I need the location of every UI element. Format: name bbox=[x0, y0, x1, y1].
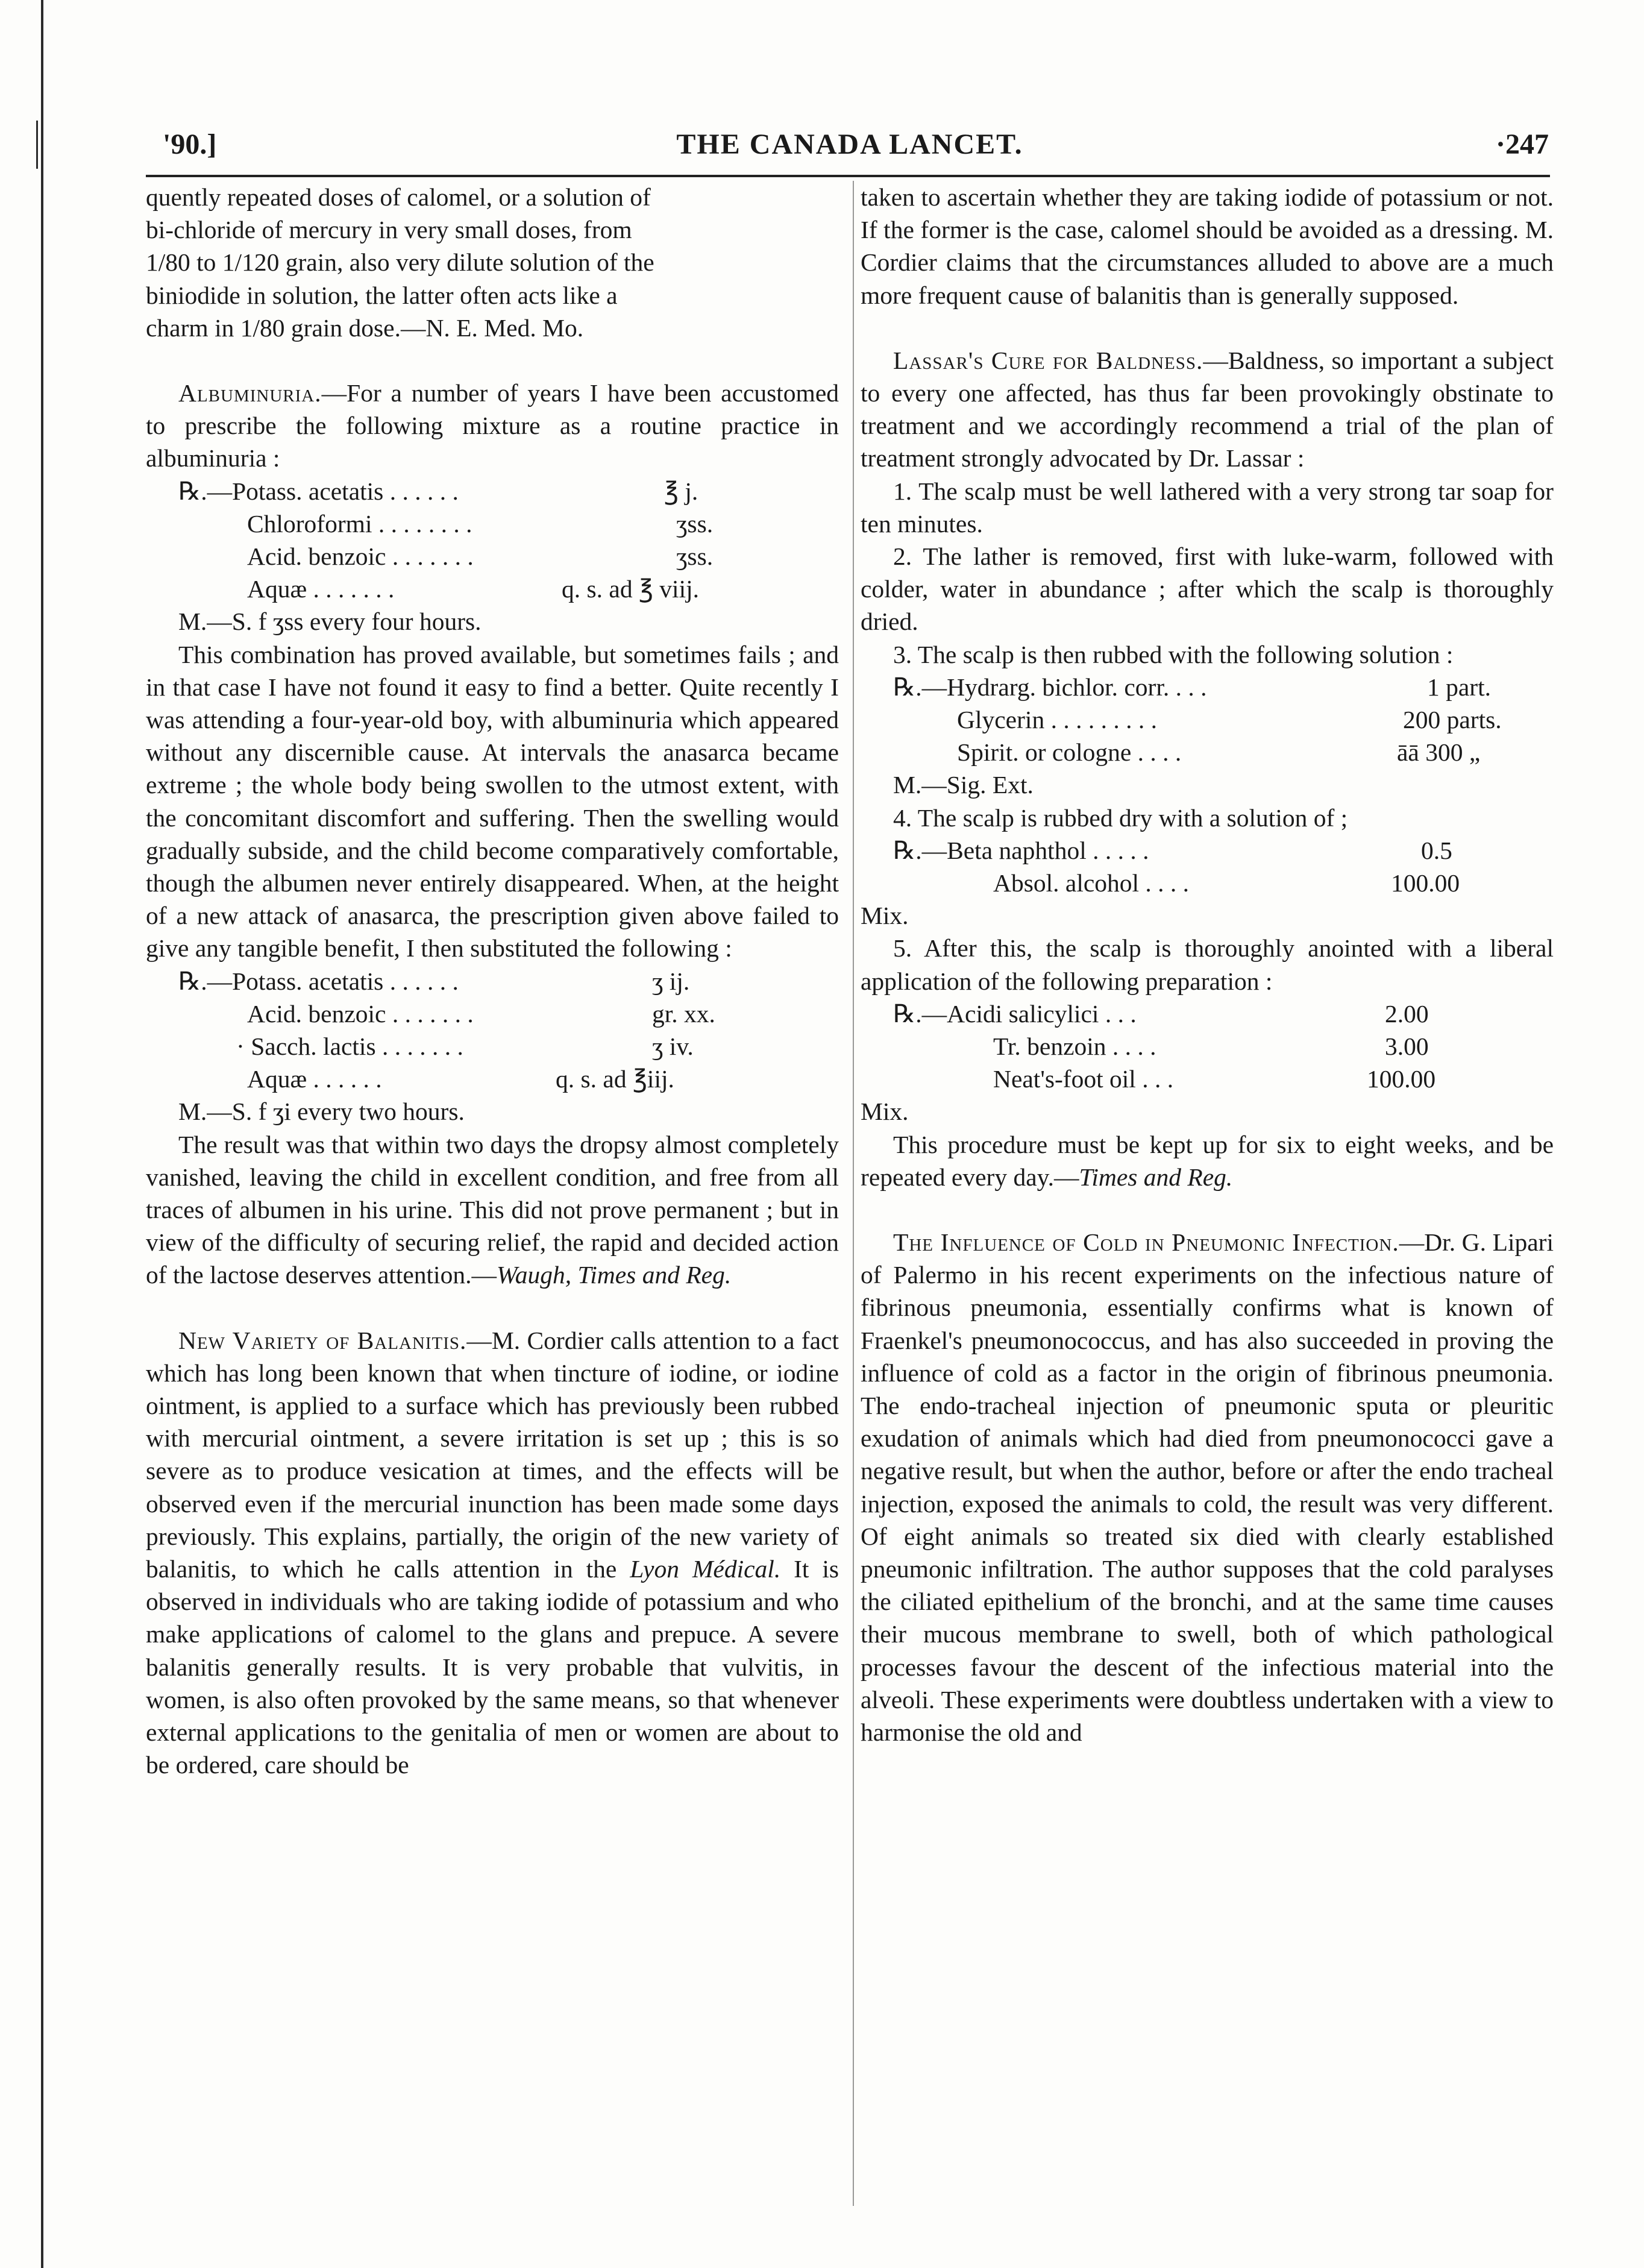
page-binding-edge bbox=[41, 0, 43, 2268]
intro-line: quently repeated doses of calomel, or a solution of bbox=[146, 183, 651, 211]
prescription-line: Spirit. or cologne . . . . āā 300 „ bbox=[957, 738, 1481, 767]
binding-mark bbox=[36, 121, 38, 169]
prescription-line: Aquæ . . . . . . . q. s. ad ℥ viij. bbox=[247, 575, 700, 603]
header-rule bbox=[146, 175, 1550, 177]
step-text: 5. After this, the scalp is thoroughly anointed with a liberal application of the following preparation : bbox=[861, 934, 1554, 995]
page-number: ·247 bbox=[1495, 128, 1549, 160]
prescription-sig: M.—S. f ʒi every two hours. bbox=[178, 1098, 465, 1126]
intro-line: 1/80 to 1/120 grain, also very dilute solution of the bbox=[146, 248, 654, 277]
right-column bbox=[861, 181, 1554, 1748]
prescription-line: Chloroformi . . . . . . . . ʒss. bbox=[247, 509, 714, 538]
prescription-line: Glycerin . . . . . . . . . 200 parts. bbox=[957, 706, 1502, 734]
left-column bbox=[146, 181, 839, 1781]
prescription-line: Tr. benzoin . . . . 3.00 bbox=[993, 1032, 1429, 1060]
prescription-line: ℞.—Potass. acetatis . . . . . . ʒ ij. bbox=[178, 967, 690, 995]
prescription-line: Aquæ . . . . . . q. s. ad ℥iij. bbox=[247, 1065, 674, 1093]
prescription-line: Neat's-foot oil . . . 100.00 bbox=[993, 1065, 1436, 1093]
balanitis-continuation: taken to ascertain whether they are taking iodide of potassium or not. If the former is the case, calomel should be avoided as a dressing. M. Cordier claims that the circumstances alluded to above are a much more frequent cause of balanitis than is generally supposed. bbox=[861, 183, 1554, 309]
running-header bbox=[151, 121, 1549, 169]
header-year: '90.] bbox=[163, 128, 217, 160]
intro-line: biniodide in solution, the latter often acts like a bbox=[146, 281, 618, 309]
albuminuria-heading: Albuminuria. bbox=[178, 379, 322, 407]
albuminuria-intro: Albuminuria.—For a number of years I have been accustomed to prescribe the following mixture as a routine practice in albuminuria : bbox=[146, 379, 839, 473]
citation: Waugh, Times and Reg. bbox=[496, 1261, 732, 1289]
prescription-line: Absol. alcohol . . . . 100.00 bbox=[993, 869, 1460, 897]
step-text: 1. The scalp must be well lathered with a very strong tar soap for ten minutes. bbox=[861, 477, 1554, 538]
prescription-line: · Sacch. lactis . . . . . . . ʒ iv. bbox=[236, 1032, 694, 1060]
prescription-sig: M.—S. f ʒss every four hours. bbox=[178, 608, 482, 636]
prescription-line: Acid. benzoic . . . . . . . gr. xx. bbox=[247, 999, 715, 1028]
step-text: 3. The scalp is then rubbed with the following solution : bbox=[893, 640, 1454, 668]
balanitis-article: New Variety of Balanitis.—M. Cordier calls attention to a fact which has long been known that when tincture of iodine, or iodine ointment, is applied to a surface which has previously been rubbed with mercurial ointment, a severe irritation is set up ; this is so severe as to produce vesication at times, and the effects will be observed even if the mercurial inunction has been made some days previously. This explains, partially, the origin of the new variety of balanitis, to which he calls attention in the Lyon Médical. It is observed in individuals who are taking iodide of potassium and who make applications of calomel to the glans and prepuce. A severe balanitis generally results. It is very probable that vulvitis, in women, is also often provoked by the same means, so that whenever external applications to the genitalia of men or women are about to be ordered, care should be bbox=[146, 1326, 839, 1779]
step-text: 4. The scalp is rubbed dry with a solution of ; bbox=[893, 803, 1348, 832]
prescription-line: ℞.—Acidi salicylici . . . 2.00 bbox=[893, 999, 1429, 1028]
mix-label: Mix. bbox=[861, 902, 909, 930]
prescription-line: ℞.—Hydrarg. bichlor. corr. . . . 1 part. bbox=[893, 673, 1492, 701]
citation: Times and Reg. bbox=[1079, 1163, 1233, 1191]
intro-line: bi-chloride of mercury in very small doses, from bbox=[146, 216, 632, 244]
albuminuria-result: The result was that within two days the dropsy almost completely vanished, leaving the child in excellent condition, and free from all traces of albumen in his urine. This did not prove permanent ; but in view of the difficulty of securing relief, the rapid and decided action of the lactose deserves attention.—Waugh, Times and Reg. bbox=[146, 1130, 839, 1289]
lassar-intro: Lassar's Cure for Baldness.—Baldness, so important a subject to every one affected, has thus far been provokingly obstinate to treatment and we accordingly recommend a trial of the plan of treatment strongly advocated by Dr. Lassar : bbox=[861, 346, 1554, 473]
lassar-heading: Lassar's Cure for Baldness. bbox=[893, 346, 1203, 374]
prescription-line: ℞.—Beta naphthol . . . . . 0.5 bbox=[893, 836, 1452, 864]
prescription-line: ℞.—Potass. acetatis . . . . . . ℥ j. bbox=[178, 477, 698, 505]
albuminuria-body: This combination has proved available, but sometimes fails ; and in that case I have not found it easy to find a better. Quite recently I was attending a four-year-old boy, with albuminuria which appeared without any discernible cause. At intervals the anasarca became extreme ; the whole body being swollen to the utmost extent, with the concomitant discomfort and suffering. Then the swelling would gradually subside, and the child become comparatively comfortable, though the albumen never entirely disappeared. When, at the height of a new attack of anasarca, the prescription given above failed to give any tangible benefit, I then substituted the following : bbox=[146, 640, 839, 963]
pneumonic-article: The Influence of Cold in Pneumonic Infection.—Dr. G. Lipari of Palermo in his recent experiments on the infectious nature of fibrinous pneumonia, essentially confirms what is known of Fraenkel's pneumonococcus, and has also succeeded in proving the influence of cold as a factor in the origin of fibrinous pneumonia. The endo-tracheal injection of pneumonic sputa or pleuritic exudation of animals which had died from pneumonococci gave a negative result, but when the author, before or after the endo tracheal injection, exposed the animals to cold, the result was very different. Of eight animals so treated six died with clearly established pneumonic infiltration. The author supposes that the cold paralyses the ciliated epithelium of the bronchi, and at the same time causes their mucous membrane to swell, both of which pathological processes favour the descent of the infectious material into the alveoli. These experiments were doubtless undertaken with a view to harmonise the old and bbox=[861, 1228, 1554, 1747]
pneumonic-heading: The Influence of Cold in Pneumonic Infection. bbox=[893, 1228, 1399, 1256]
mix-label: Mix. bbox=[861, 1098, 909, 1126]
journal-title: THE CANADA LANCET. bbox=[676, 128, 1023, 160]
balanitis-heading: New Variety of Balanitis. bbox=[178, 1326, 467, 1354]
lassar-closing: This procedure must be kept up for six to eight weeks, and be repeated every day.—Times and Reg. bbox=[861, 1130, 1554, 1191]
step-text: 2. The lather is removed, first with luke-warm, followed with colder, water in abundance ; after which the scalp is thoroughly dried. bbox=[861, 542, 1554, 636]
intro-line: charm in 1/80 grain dose.—N. E. Med. Mo. bbox=[146, 313, 584, 342]
prescription-line: Acid. benzoic . . . . . . . ʒss. bbox=[247, 542, 714, 570]
prescription-sig: M.—Sig. Ext. bbox=[893, 771, 1034, 799]
journal-reference: Lyon Médical. bbox=[630, 1555, 781, 1583]
column-divider bbox=[853, 181, 854, 2206]
